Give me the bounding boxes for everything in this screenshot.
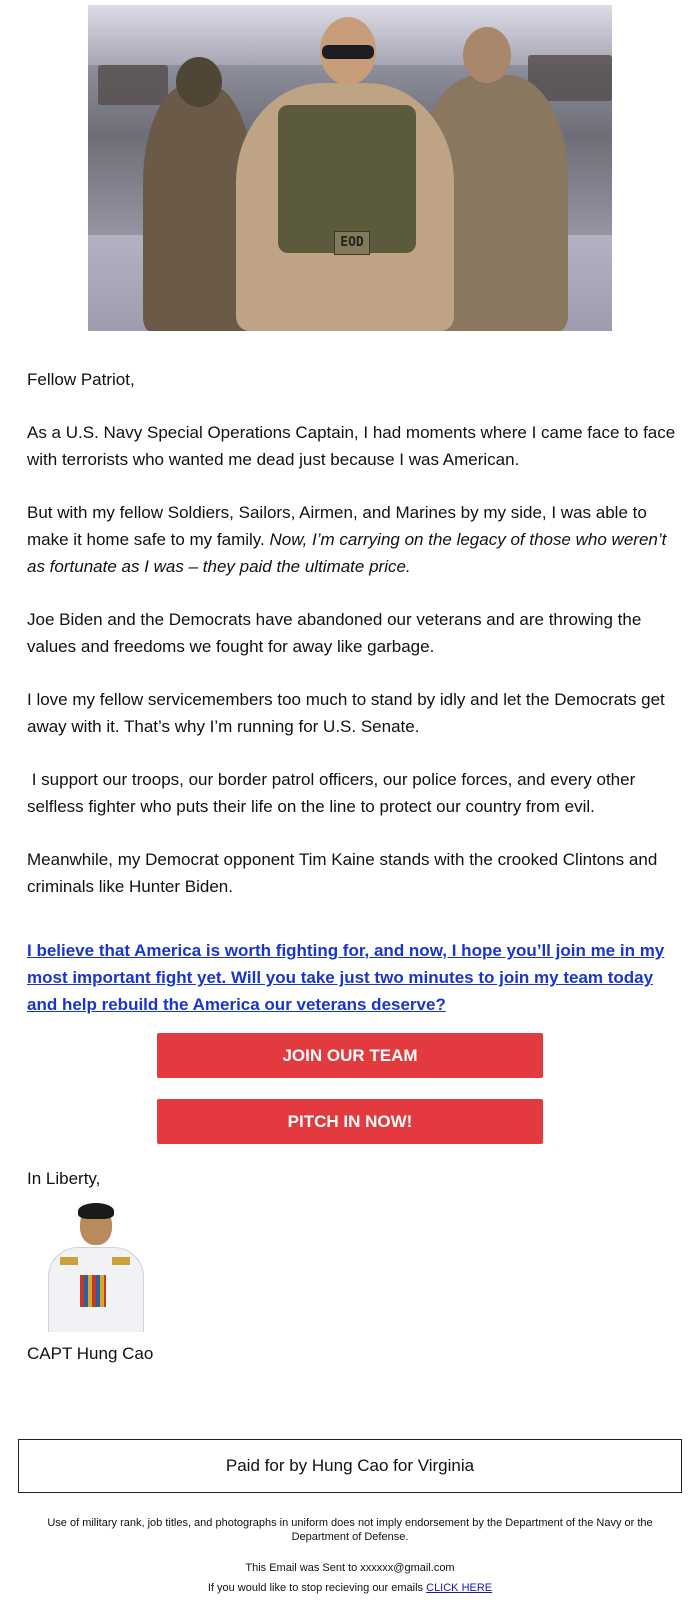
join-our-team-button[interactable]: JOIN OUR TEAM (157, 1033, 543, 1078)
unsubscribe-link[interactable]: CLICK HERE (426, 1582, 493, 1594)
photo-soldier-left-head (176, 57, 222, 107)
photo-soldier-right-head (463, 27, 511, 83)
greeting (27, 366, 677, 393)
paragraph-2-plain: But with my fellow Soldiers, Sailors, Airmen, and Marines by my side, I was able to make it home safe to my family. (27, 503, 647, 549)
photo-eod-patch: EOD (334, 231, 370, 255)
avatar-shoulder-board (60, 1257, 78, 1265)
paragraph-4-text: I love my fellow servicemembers too much to stand by idly and let the Democrats get away with it. That’s why I’m running for U.S. Senate. (27, 690, 665, 736)
paragraph-3 (27, 606, 677, 660)
avatar-shoulder-board (112, 1257, 130, 1265)
paragraph-2-italic: Now, I’m carrying on the legacy of those who weren’t as fortunate as I was – they paid the ultimate price. (27, 530, 667, 576)
paid-for-box (18, 1439, 682, 1493)
signature-photo (46, 1203, 144, 1332)
signoff-text: In Liberty, (27, 1169, 101, 1188)
paragraph-2 (27, 499, 677, 580)
photo-sunglasses (322, 45, 374, 59)
photo-vehicle (98, 65, 168, 105)
signoff (27, 1165, 677, 1192)
pitch-in-now-button[interactable]: PITCH IN NOW! (157, 1099, 543, 1144)
greeting-text: Fellow Patriot, (27, 370, 135, 389)
signature-name-text: CAPT Hung Cao (27, 1344, 154, 1363)
unsubscribe-prefix: If you would like to stop recieving our emails (207, 1582, 427, 1594)
paragraph-3-text: Joe Biden and the Democrats have abandoned our veterans and are throwing the values and freedoms we fought for away like garbage. (27, 610, 642, 656)
paragraph-5 (27, 766, 677, 820)
avatar-hair (78, 1203, 114, 1219)
paragraph-4 (27, 686, 677, 740)
paid-for-text: Paid for by Hung Cao for Virginia (225, 1456, 475, 1475)
paragraph-6 (27, 846, 677, 900)
join-team-link[interactable]: I believe that America is worth fighting for, and now, I hope you’ll join me in my most important fight yet. Will you take just two minutes to join my team today and help rebuild the America our veterans deserve? (27, 941, 665, 1014)
unsubscribe-line (20, 1582, 680, 1594)
avatar-medals (80, 1275, 106, 1307)
paragraph-1-text: As a U.S. Navy Special Operations Captain, I had moments where I came face to face with terrorists who wanted me dead just because I was American. (27, 423, 676, 469)
paragraph-6-text: Meanwhile, my Democrat opponent Tim Kaine stands with the crooked Clintons and criminals like Hunter Biden. (27, 850, 658, 896)
disclaimer: Use of military rank, job titles, and photographs in uniform does not imply endorsement by the Department of the Navy or the Department of Defense. (47, 1517, 653, 1543)
paragraph-1 (27, 419, 677, 473)
hero-photo (88, 5, 612, 331)
paragraph-2-text (27, 499, 677, 580)
signature-name (27, 1340, 677, 1367)
sent-to-notice: This Email was Sent to xxxxxx@gmail.com (245, 1562, 455, 1574)
paragraph-5-text: I support our troops, our border patrol officers, our police forces, and every other selfless fighter who puts their life on the line to protect our country from evil. (27, 770, 640, 816)
